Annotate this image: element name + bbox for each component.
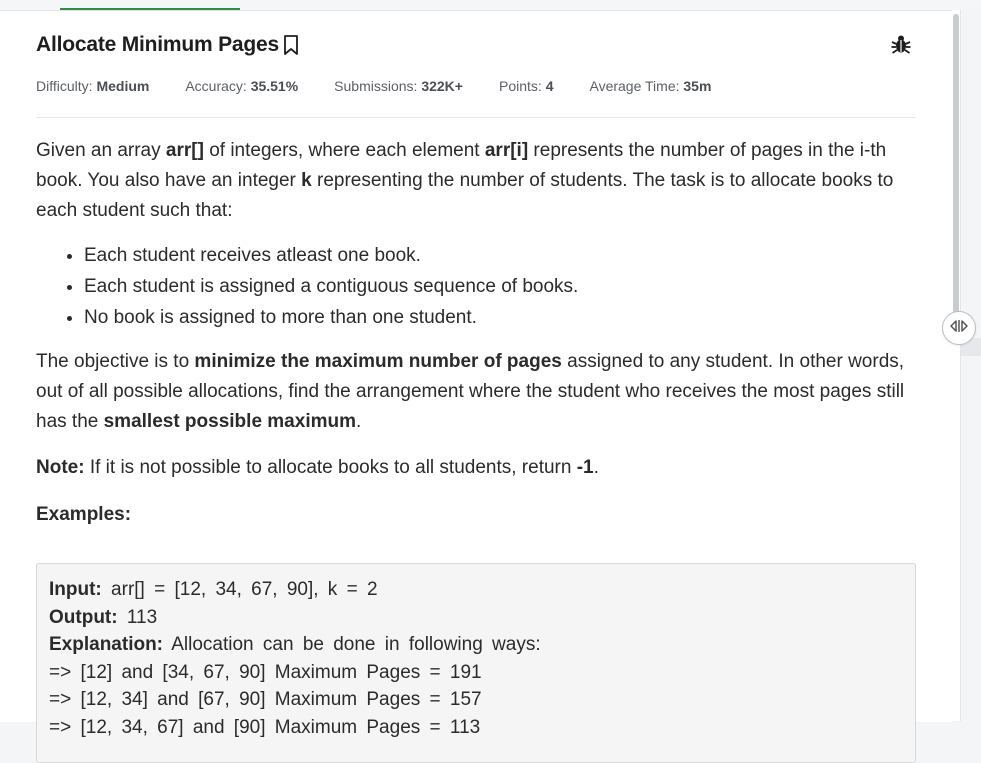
stat-label: Difficulty: bbox=[36, 78, 93, 94]
stat-submissions bbox=[334, 78, 463, 94]
pane-resize-handle[interactable] bbox=[942, 311, 976, 345]
emphasis: minimize the maximum number of pages bbox=[194, 351, 562, 372]
example-box bbox=[36, 563, 916, 763]
stat-value: 35m bbox=[683, 78, 712, 94]
value: 113 bbox=[117, 606, 158, 628]
text: The objective is to bbox=[36, 351, 195, 372]
example-way: => [12] and [34, 67, 90] Maximum Pages = 191 bbox=[49, 661, 482, 683]
code-k: k bbox=[301, 170, 312, 191]
editor-pane bbox=[961, 10, 981, 721]
example-input bbox=[49, 576, 903, 604]
problem-stats bbox=[36, 78, 747, 94]
stat-label: Points: bbox=[498, 78, 542, 94]
problem-title-row bbox=[36, 32, 300, 58]
stat-value: 4 bbox=[545, 78, 554, 94]
header-divider bbox=[36, 117, 916, 118]
example-explanation bbox=[49, 631, 903, 659]
stat-value: 35.51% bbox=[250, 78, 299, 94]
stat-accuracy bbox=[185, 78, 298, 94]
report-bug-icon[interactable] bbox=[889, 32, 913, 56]
description-paragraph bbox=[36, 136, 918, 226]
stat-value: Medium bbox=[96, 78, 150, 94]
text: representing the number of students. The task is to allocate books to each student such that: bbox=[36, 170, 894, 221]
note-paragraph bbox=[36, 453, 918, 483]
list-item: • No book is assigned to more than one student. bbox=[84, 302, 918, 333]
note-value: -1 bbox=[576, 457, 594, 478]
text: . bbox=[593, 457, 599, 478]
emphasis: smallest possible maximum bbox=[103, 411, 356, 432]
problem-description bbox=[36, 136, 918, 550]
example-output bbox=[49, 604, 903, 632]
example-way: => [12, 34, 67] and [90] Maximum Pages = 113 bbox=[49, 716, 481, 738]
stat-label: Submissions: bbox=[334, 78, 418, 94]
resize-arrows-icon bbox=[949, 319, 969, 338]
stat-difficulty bbox=[36, 78, 149, 94]
constraints-list bbox=[36, 240, 918, 333]
code-arr-i: arr[i] bbox=[484, 140, 529, 161]
text: assigned to any student. In other words, out of all possible allocations, find the arrangement where the student who receives the most pages still has the bbox=[36, 351, 905, 432]
stat-value: 322K+ bbox=[421, 78, 463, 94]
list-item: • Each student receives atleast one book. bbox=[84, 240, 918, 271]
label: Input: bbox=[49, 579, 102, 600]
label: Explanation: bbox=[49, 634, 164, 655]
example-way: => [12, 34] and [67, 90] Maximum Pages = 157 bbox=[49, 689, 482, 710]
problem-title: Allocate Minimum Pages bbox=[36, 33, 279, 56]
list-item: • Each student is assigned a contiguous sequence of books. bbox=[84, 271, 918, 302]
text: Given an array bbox=[36, 140, 166, 161]
text: If it is not possible to allocate books to all students, return bbox=[84, 457, 577, 478]
examples-heading: Examples: bbox=[36, 504, 132, 525]
code-arr: arr[] bbox=[165, 140, 204, 161]
stat-points bbox=[499, 78, 554, 94]
stat-average-time bbox=[589, 78, 711, 94]
objective-paragraph bbox=[36, 347, 918, 437]
text: . bbox=[356, 411, 362, 432]
value: arr[] = [12, 34, 67, 90], k = 2 bbox=[101, 579, 378, 600]
panel-scroll-thumb[interactable] bbox=[953, 14, 959, 320]
text: of integers, where each element bbox=[203, 140, 485, 161]
note-label: Note: bbox=[36, 457, 85, 478]
label: Output: bbox=[49, 606, 118, 628]
bookmark-icon[interactable] bbox=[282, 34, 300, 56]
text: represents the number of pages in the i-th book. You also have an integer bbox=[36, 140, 887, 191]
stat-label: Average Time: bbox=[589, 78, 680, 94]
stat-label: Accuracy: bbox=[185, 78, 247, 94]
value: Allocation can be done in following ways: bbox=[163, 634, 541, 655]
